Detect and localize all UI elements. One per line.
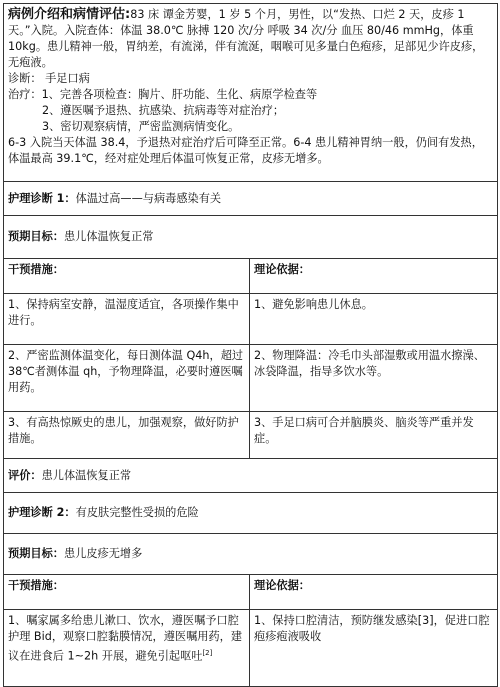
expected-goal-1	[4, 216, 498, 259]
intervention-cell	[4, 610, 250, 687]
nursing-diagnosis-1-label: 护理诊断 1：	[8, 191, 76, 205]
nursing-diagnosis-2-row	[4, 493, 498, 534]
table-row	[4, 294, 498, 345]
nursing-diagnosis-2	[4, 493, 498, 534]
rationale-header-2: 理论依据：	[250, 575, 498, 610]
intervention-cell: 2、严密监测体温变化，每日测体温 Q4h，超过 38℃者测体温 qh，予物理降温，必要时遵医嘱用药。	[4, 345, 250, 412]
case-intro-paragraph	[8, 7, 493, 71]
expected-goal-1-label: 预期目标：	[8, 230, 64, 243]
rationale-header-1: 理论依据：	[250, 259, 498, 294]
treatment-line-1: 治疗：1、完善各项检查：胸片、肝功能、生化、病原学检查等	[8, 88, 318, 101]
nursing-diagnosis-2-text: 有皮肤完整性受损的危险	[75, 506, 199, 519]
intervention-header-2: 干预措施：	[4, 575, 250, 610]
rationale-cell: 1、保持口腔清洁，预防继发感染[3]，促进口腔疱疹疱液吸收	[250, 610, 498, 687]
treatment-line-2: 2、遵医嘱予退热、抗感染、抗病毒等对症治疗；	[42, 104, 285, 117]
evaluation-1-label: 评价：	[8, 468, 42, 482]
diagnosis-line: 诊断： 手足口病	[8, 72, 90, 85]
nursing-case-document	[3, 3, 497, 687]
intervention-header-2-row	[4, 575, 498, 610]
rationale-cell: 2、物理降温：冷毛巾头部湿敷或用温水擦澡、冰袋降温，指导多饮水等。	[250, 345, 498, 412]
expected-goal-1-text: 患儿体温恢复正常	[63, 230, 154, 243]
evaluation-1	[4, 459, 498, 493]
evaluation-1-row	[4, 459, 498, 493]
rationale-cell: 1、避免影响患儿休息。	[250, 294, 498, 345]
intervention-header-1: 干预措施：	[4, 259, 250, 294]
expected-goal-2-row	[4, 534, 498, 575]
case-intro-cell	[4, 4, 498, 182]
table-row	[4, 345, 498, 412]
rationale-cell: 3、手足口病可合并脑膜炎、脑炎等严重并发症。	[250, 412, 498, 459]
expected-goal-1-row	[4, 216, 498, 259]
intervention-header-1-row	[4, 259, 498, 294]
intervention-cell: 1、保持病室安静，温湿度适宜，各项操作集中进行。	[4, 294, 250, 345]
table-row	[4, 412, 498, 459]
case-intro-title: 病例介绍和病情评估:	[8, 7, 131, 22]
nursing-diagnosis-2-label: 护理诊断 2：	[8, 506, 76, 519]
case-table	[3, 3, 498, 687]
progress-note: 6-3 入院当天体温 38.4，予退热对症治疗后可降至正常。6-4 患儿精神胃纳一般，仍间有发热，体温最高 39.1℃，经对症处理后体温可恢复正常，皮疹无增多。	[8, 136, 483, 165]
case-intro-text: 83 床 谭金芳婴，1 岁 5 个月，男性，以“发热、口烂 2 天，皮疹 1 天。”入院。入院查体：体温 38.0℃ 脉搏 120 次/分 呼吸 34 次/分 血压 80/46 mmHg，体重 10kg。患儿精神一般，胃纳差，有流涕，伴有流涎，咽喉可见多量白色疱疹，足部见少许皮疹，无疱液。	[8, 8, 484, 69]
citation-ref: [2]	[202, 649, 213, 657]
expected-goal-2	[4, 534, 498, 575]
nursing-diagnosis-1-row	[4, 182, 498, 216]
treatment-line-3: 3、密切观察病情，严密监测病情变化。	[42, 120, 240, 133]
evaluation-1-text: 患儿体温恢复正常	[41, 468, 132, 482]
case-intro-row	[4, 4, 498, 182]
expected-goal-2-text: 患儿皮疹无增多	[63, 547, 143, 560]
nursing-diagnosis-1	[4, 182, 498, 216]
expected-goal-2-label: 预期目标：	[8, 547, 64, 560]
intervention-cell: 3、有高热惊厥史的患儿，加强观察，做好防护措施。	[4, 412, 250, 459]
nursing-diagnosis-1-text: 体温过高——与病毒感染有关	[75, 191, 222, 205]
intervention-text: 1、嘱家属多给患儿漱口、饮水，遵医嘱予口腔护理 Bid，观察口腔黏膜情况，遵医嘱用药，建议在进食后 1~2h 开展，避免引起呕吐	[8, 614, 243, 663]
table-row	[4, 610, 498, 687]
